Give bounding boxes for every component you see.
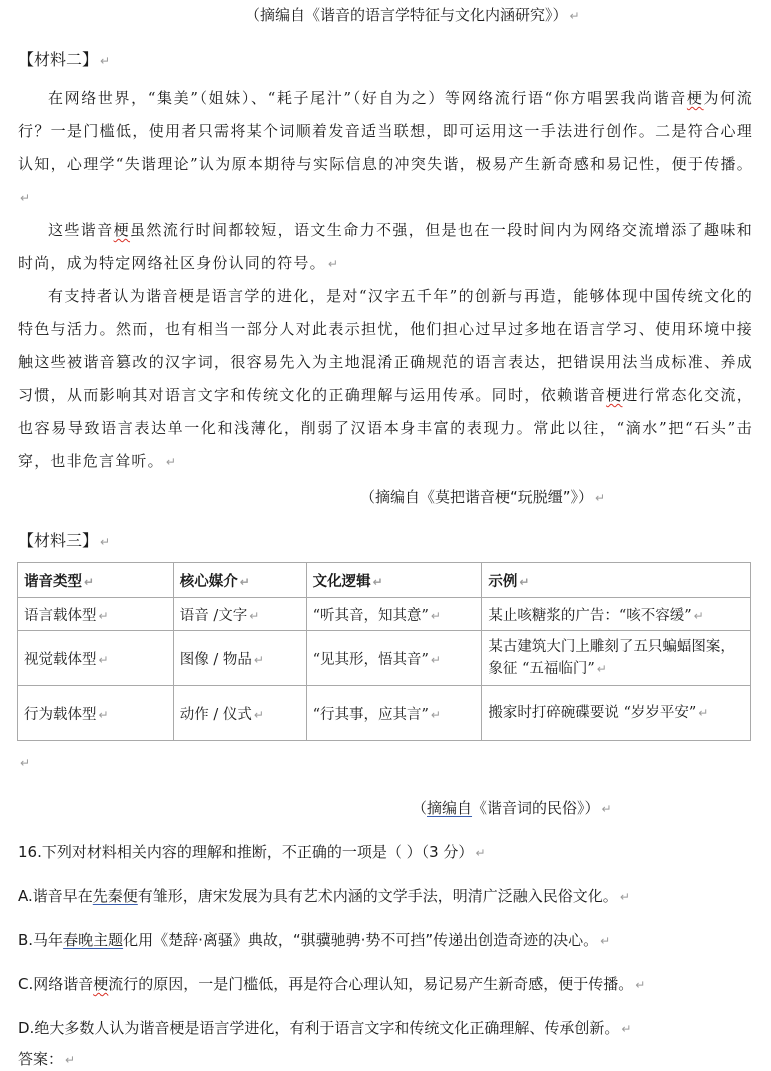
table-header-cell: 谐音类型 ↵ [18, 563, 174, 598]
answer-label: 答案： ↵ [18, 1050, 76, 1068]
table-cell: 图像 / 物品 ↵ [173, 631, 306, 686]
material2-source: （摘编自《莫把谐音梗“玩脱缰”》） ↵ [360, 488, 606, 506]
material2-paragraph-2: 这些谐音梗虽然流行时间都较短，语文生命力不强，但是也在一段时间内为网络交流增添了趣味和时尚，成为特定网络社区身份认同的符号。 ↵ [18, 221, 753, 272]
table-cell: “行其事，应其言” ↵ [306, 686, 482, 741]
table-cell: 某止咳糖浆的广告：“咳不容缓” ↵ [482, 598, 751, 631]
option-a: A.谐音早在先秦便有雏形，唐宋发展为具有艺术内涵的文学手法，明清广泛融入民俗文化。 ↵ [18, 887, 630, 905]
source-citation-top: （摘编自《谐音的语言学特征与文化内涵研究》） ↵ [245, 6, 580, 24]
table-row [18, 686, 751, 741]
option-c: C.网络谐音梗流行的原因，一是门槛低，再是符合心理认知，易记易产生新奇感，便于传播。 ↵ [18, 975, 646, 993]
table-row [18, 598, 751, 631]
table-header-cell: 示例 ↵ [482, 563, 751, 598]
empty-paragraph-mark: ↵ [20, 756, 31, 770]
table-cell: 语音 /文字 ↵ [173, 598, 306, 631]
material2-paragraph-1: 在网络世界，“集美”（姐妹）、“耗子尾汁”（好自为之）等网络流行语“你方唱罢我尚谐音梗为何流行？一是门槛低，使用者只需将某个词顺着发音适当联想，即可运用这一手法进行创作。二是符合心理认知，心理学“失谐理论”认为原本期待与实际信息的冲突失谐，极易产生新奇感和易记性，便于传播。↵ [18, 89, 753, 205]
homophone-types-table [17, 562, 751, 741]
table-cell: 搬家时打碎碗碟要说 “岁岁平安” ↵ [482, 686, 751, 741]
table-cell: 某古建筑大门上雕刻了五只蝙蝠图案，象征 “五福临门” ↵ [482, 631, 751, 686]
table-cell: “见其形，悟其音” ↵ [306, 631, 482, 686]
table-header-cell: 文化逻辑 ↵ [306, 563, 482, 598]
table-row [18, 631, 751, 686]
paragraph-mark: ↵ [569, 9, 580, 23]
material3-source: （摘编自《谐音词的民俗》） ↵ [412, 799, 612, 817]
table-cell: 视觉载体型 ↵ [18, 631, 174, 686]
table-cell: 行为载体型 ↵ [18, 686, 174, 741]
material3-heading: 【材料三】 ↵ [18, 531, 111, 550]
material2-heading: 【材料二】 ↵ [18, 50, 111, 69]
table-header-row [18, 563, 751, 598]
table-cell: 语言载体型 ↵ [18, 598, 174, 631]
question-stem: 16.下列对材料相关内容的理解和推断，不正确的一项是（ ）（3 分） ↵ [18, 843, 486, 861]
table-cell: “听其音，知其意” ↵ [306, 598, 482, 631]
material2-paragraph-3: 有支持者认为谐音梗是语言学的进化，是对“汉字五千年”的创新与再造，能够体现中国传统文化的特色与活力。然而，也有相当一部分人对此表示担忧，他们担心过早过多地在语言学习、使用环境中接触这些被谐音篡改的汉字词，很容易先入为主地混淆正确规范的语言表达，把错误用法当成标准、养成习惯，从而影响其对语言文字和传统文化的正确理解与运用传承。同时，依赖谐音梗进行常态化交流，也容易导致语言表达单一化和浅薄化，削弱了汉语本身丰富的表现力。常此以往，“滴水”把“石头”击穿，也非危言耸听。 ↵ [18, 287, 753, 470]
table-cell: 动作 / 仪式 ↵ [173, 686, 306, 741]
option-b: B.马年春晚主题化用《楚辞·离骚》典故，“骐骥驰骋·势不可挡”传递出创造奇迹的决心。 ↵ [18, 931, 611, 949]
option-d: D.绝大多数人认为谐音梗是语言学进化，有利于语言文字和传统文化正确理解、传承创新。 ↵ [18, 1019, 632, 1037]
table-header-cell: 核心媒介 ↵ [173, 563, 306, 598]
